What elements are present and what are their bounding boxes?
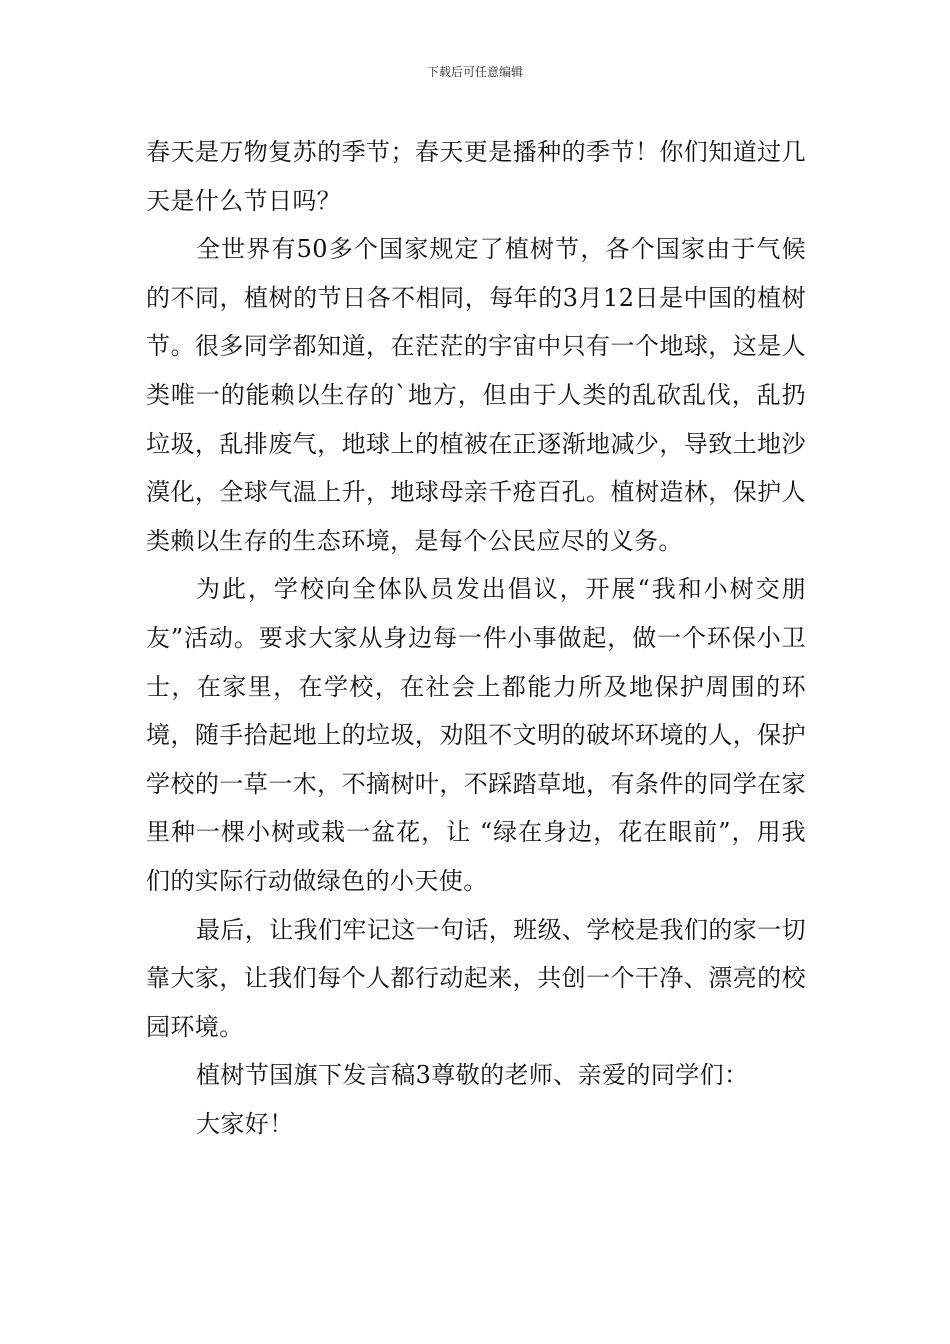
- paragraph-speech-title: 植树节国旗下发言稿3尊敬的老师、亲爱的同学们：: [196, 1061, 749, 1090]
- paragraph-initiative: 为此，学校向全体队员发出倡议，开展“我和小树交朋友”活动。要求大家从身边每一件小事做起，做一个环保小卫士，在家里，在学校，在社会上都能力所及地保护周围的环境，随手拾起地上的垃圾，劝阻不文明的破坏环境的人，保护学校的一草一木，不摘树叶，不踩踏草地，有条件的同学在家里种一棵小树或栽一盆花，让 “绿在身边，花在眼前”，用我们的实际行动做绿色的小天使。: [146, 575, 806, 895]
- paragraph-conclusion: 最后，让我们牢记这一句话，班级、学校是我们的家一切靠大家，让我们每个人都行动起来，共创一个干净、漂亮的校园环境。: [146, 915, 806, 1041]
- document-body: [146, 128, 806, 1148]
- paragraph-greeting: 大家好！: [196, 1109, 294, 1138]
- page-header: 下载后可任意编辑: [426, 65, 523, 79]
- paragraph-intro: 春天是万物复苏的季节；春天更是播种的季节！你们知道过几天是什么节日吗？: [146, 138, 806, 215]
- paragraph-arbor-day: 全世界有50多个国家规定了植树节，各个国家由于气候的不同，植树的节日各不相同，每年的3月12日是中国的植树节。很多同学都知道，在茫茫的宇宙中只有一个地球，这是人类唯一的能赖以生存的`地方，但由于人类的乱砍乱伐，乱扔垃圾，乱排废气，地球上的植被在正逐渐地减少，导致土地沙漠化，全球气温上升，地球母亲千疮百孔。植树造林，保护人类赖以生存的生态环境，是每个公民应尽的义务。: [146, 235, 806, 555]
